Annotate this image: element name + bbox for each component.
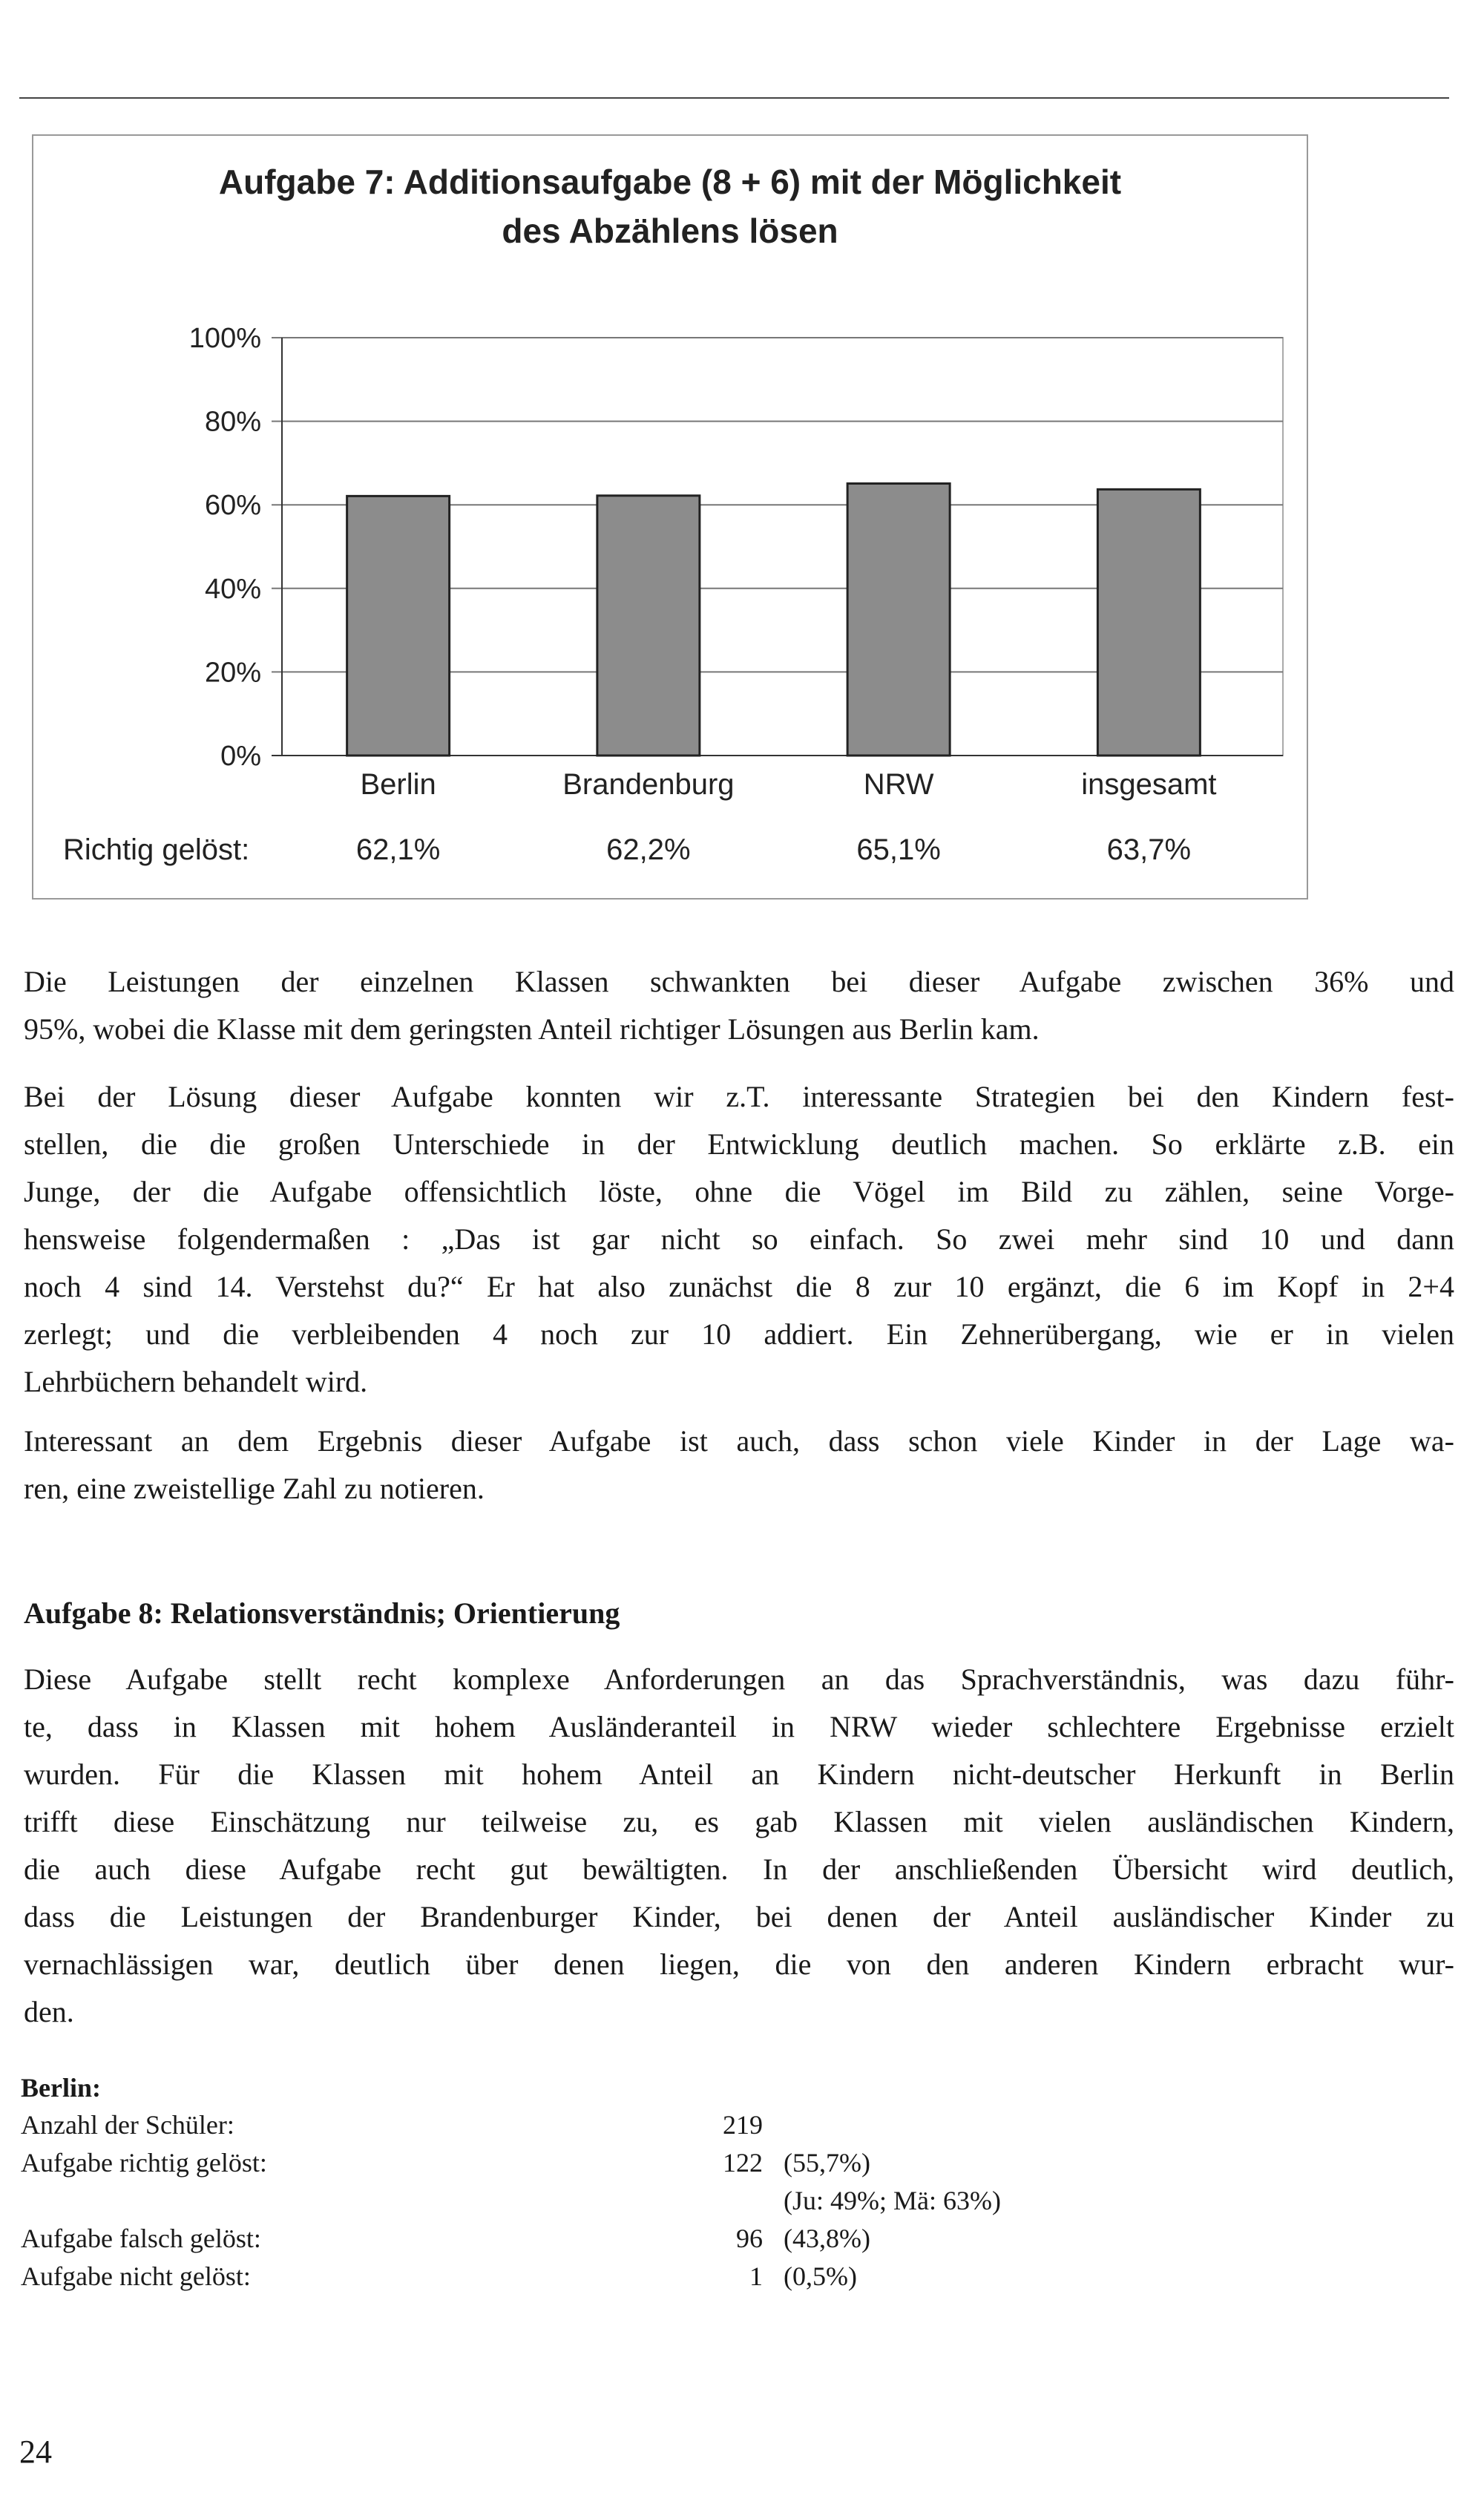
- y-tick-label: 40%: [204, 573, 261, 605]
- text-line: Bei der Lösung dieser Aufgabe konnten wir z.T. interessante Strategien bei den Kindern fest-: [24, 1080, 1454, 1113]
- text-line: stellen, die die großen Unterschiede in der Entwicklung deutlich machen. So erklärte z.B. ein: [24, 1127, 1454, 1161]
- y-tick-label: 100%: [188, 323, 261, 354]
- bar: [847, 483, 950, 756]
- value-label: 65,1%: [856, 833, 941, 866]
- text-line: te, dass in Klassen mit hohem Ausländeranteil in NRW wieder schlechtere Ergebnisse erzielt: [24, 1710, 1454, 1743]
- row-percent: (55,7%): [784, 2148, 870, 2178]
- x-category-label: Berlin: [360, 768, 436, 801]
- y-tick-label: 60%: [204, 490, 261, 522]
- x-category-label: Brandenburg: [562, 768, 735, 801]
- row-label: Richtig gelöst:: [63, 833, 250, 866]
- text-line: 95%, wobei die Klasse mit dem geringsten Anteil richtiger Lösungen aus Berlin kam.: [24, 1012, 1040, 1046]
- value-label: 62,2%: [606, 833, 691, 866]
- section-heading: Aufgabe 8: Relationsverständnis; Orientierung: [24, 1596, 620, 1630]
- y-tick-label: 80%: [204, 406, 261, 438]
- text-line: hensweise folgendermaßen : „Das ist gar nicht so einfach. So zwei mehr sind 10 und dann: [24, 1222, 1454, 1256]
- chart-title-line2: des Abzählens lösen: [502, 212, 838, 250]
- paragraph-3: [24, 1418, 1454, 1513]
- text-line: Junge, der die Aufgabe offensichtlich löste, ohne die Vögel im Bild zu zählen, seine Vorge-: [24, 1175, 1454, 1208]
- text-line: Interessant an dem Ergebnis dieser Aufgabe ist auch, dass schon viele Kinder in der Lage wa-: [24, 1424, 1454, 1458]
- row-count: 96: [736, 2224, 763, 2253]
- text-line: noch 4 sind 14. Verstehst du?“ Er hat also zunächst die 8 zur 10 ergänzt, die 6 im Kopf in 2+4: [24, 1270, 1454, 1303]
- row-label: Aufgabe richtig gelöst:: [21, 2148, 267, 2178]
- text-line: dass die Leistungen der Brandenburger Kinder, bei denen der Anteil ausländischer Kinder zu: [24, 1900, 1454, 1933]
- text-line: den.: [24, 1995, 74, 2028]
- value-label: 63,7%: [1106, 833, 1192, 866]
- paragraph-1: [24, 958, 1454, 1053]
- text-line: wurden. Für die Klassen mit hohem Anteil an Kindern nicht-deutscher Herkunft in Berlin: [24, 1757, 1454, 1791]
- paragraph-4: [24, 1656, 1454, 2036]
- row-count: 219: [723, 2110, 763, 2140]
- row-label: Anzahl der Schüler:: [21, 2110, 234, 2140]
- x-category-label: insgesamt: [1081, 768, 1217, 801]
- table-row: [21, 2261, 1134, 2292]
- value-label: 62,1%: [355, 833, 441, 866]
- row-count: 1: [749, 2261, 763, 2291]
- bar: [347, 496, 450, 756]
- bar: [597, 496, 700, 756]
- table-row: [21, 2147, 1134, 2178]
- text-line: zerlegt; und die verbleibenden 4 noch zur 10 addiert. Ein Zehnerübergang, wie er in vielen: [24, 1317, 1454, 1351]
- text-line: vernachlässigen war, deutlich über denen liegen, die von den anderen Kindern erbracht wur-: [24, 1947, 1454, 1981]
- table-row: [21, 2223, 1134, 2254]
- row-label: Aufgabe falsch gelöst:: [21, 2224, 261, 2253]
- text-line: ren, eine zweistellige Zahl zu notieren.: [24, 1472, 485, 1505]
- text-line: Diese Aufgabe stellt recht komplexe Anforderungen an das Sprachverständnis, was dazu führ-: [24, 1662, 1454, 1696]
- bar-chart: [0, 0, 1484, 905]
- paragraph-2: [24, 1073, 1454, 1406]
- y-tick-label: 20%: [204, 657, 261, 689]
- text-line: trifft diese Einschätzung nur teilweise zu, es gab Klassen mit vielen ausländischen Kindern,: [24, 1805, 1454, 1838]
- text-line: Die Leistungen der einzelnen Klassen schwankten bei dieser Aufgabe zwischen 36% und: [24, 965, 1454, 998]
- chart-title-line1: Aufgabe 7: Additionsaufgabe (8 + 6) mit der Möglichkeit: [218, 163, 1122, 201]
- row-percent: (43,8%): [784, 2224, 870, 2253]
- y-tick-label: 0%: [220, 741, 261, 772]
- table-row: [21, 2109, 1134, 2140]
- bar: [1097, 489, 1200, 756]
- text-line: Lehrbüchern behandelt wird.: [24, 1365, 368, 1398]
- text-line: die auch diese Aufgabe recht gut bewältigten. In der anschließenden Übersicht wird deutlich,: [24, 1852, 1454, 1886]
- row-label: Aufgabe nicht gelöst:: [21, 2261, 251, 2291]
- row-percent: (Ju: 49%; Mä: 63%): [784, 2186, 1001, 2215]
- page-number: 24: [19, 2434, 52, 2470]
- x-category-label: NRW: [863, 768, 934, 801]
- table-title: Berlin:: [21, 2073, 101, 2103]
- row-percent: (0,5%): [784, 2261, 857, 2291]
- row-count: 122: [723, 2148, 763, 2178]
